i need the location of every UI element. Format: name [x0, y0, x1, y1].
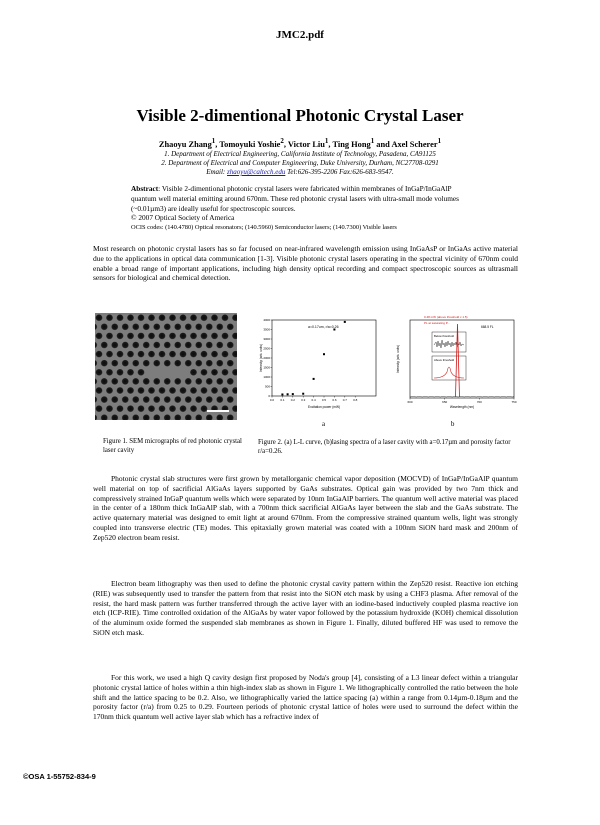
author-list [0, 137, 600, 149]
figure2-caption: Figure 2. (a) L-L curve, (b)lasing spectra of a laser cavity with a=0.17µm and porosity factor r/a=0.26. [258, 439, 511, 455]
lattice-hole [127, 314, 134, 321]
x-tick-label: 0.4 [311, 398, 316, 402]
lattice-hole [122, 396, 129, 403]
lattice-hole [95, 405, 102, 412]
lattice-hole [211, 369, 218, 376]
lattice-hole [101, 396, 108, 403]
plot-b-ylabel: Intensity (arb. units) [396, 345, 400, 373]
lattice-hole [190, 405, 197, 412]
data-point [333, 329, 335, 331]
lattice-hole [185, 342, 192, 349]
lattice-hole [164, 378, 171, 385]
x-tick-label: 700 [476, 400, 482, 404]
lattice-hole [221, 387, 228, 394]
author: Ting Hong$^1$ and [332, 137, 392, 149]
lattice-hole [116, 351, 123, 358]
lattice-hole [148, 333, 155, 340]
lattice-hole [195, 323, 202, 330]
lattice-hole [164, 360, 171, 367]
y-tick-label: 3000 [263, 337, 270, 341]
paper-title: Visible 2-dimentional Photonic Crystal Laser [136, 106, 464, 125]
lattice-hole [211, 387, 218, 394]
data-point [281, 393, 283, 395]
lattice-hole [106, 369, 113, 376]
y-tick-label: 500 [264, 384, 270, 389]
lattice-hole [216, 396, 223, 403]
plot-a-xlabel: Excitation power (mW) [307, 405, 341, 409]
lattice-hole [143, 342, 150, 349]
plot-b-peak-label: 668.5 FL [481, 325, 494, 329]
x-tick-label: 0.1 [280, 398, 285, 402]
footer-isbn: ©OSA 1-55752-834-9 [23, 772, 96, 781]
lattice-hole [122, 342, 129, 349]
lattice-hole [185, 378, 192, 385]
lattice-hole [216, 378, 223, 385]
lattice-hole [137, 351, 144, 358]
lattice-hole [227, 323, 234, 330]
data-point [292, 393, 294, 395]
lattice-hole [101, 323, 108, 330]
lattice-hole [164, 323, 171, 330]
lattice-hole [116, 333, 123, 340]
lattice-hole [158, 351, 165, 358]
lattice-hole [143, 396, 150, 403]
data-point [287, 393, 289, 395]
lattice-hole [216, 360, 223, 367]
lattice-hole [200, 369, 207, 376]
figure1-caption: Figure 1. SEM micrographs of red photonic crystal laser cavity [103, 438, 242, 454]
author: Tomoyuki Yoshie$^2$, [219, 137, 288, 149]
paragraph-4: For this work, we used a high Q cavity design first proposed by Noda's group [4], consisting of a L3 linear defect within a triangular photonic crystal lattice of holes within a thin high-index slab as shown in Figure 1. We lithographically controlled the ratio between the hole shift and the lattice spacing to be 0.2. Also, we lithographically varied the lattice spacing (a) within a range from 0.14µm-0.18µm and the porosity factor (r/a) from 0.25 to 0.29. Fourteen periods of photonic crystal lattice of holes were used to surround the defect within the 170nm thick quantum well active layer slab which has a refractive index of [93, 673, 518, 722]
lattice-hole [95, 351, 102, 358]
lattice-hole [200, 333, 207, 340]
paragraph-3: Electron beam lithography was then used to define the photonic crystal cavity pattern within the Zep520 resist. Reactive ion etching (RIE) was subsequently used to transfer the pattern from that resist into the SiON etch mask by using a CHF3 plasma. After removal of the resist, the hard mask pattern was further transferred through the active layer with an iodine-based inductively coupled plasma reactive ion etch (ICP-RIE). Time controlled oxidation of the AlGaAs by water vapor followed by the potassium hydroxide (KOH) chemical dissolution of the aluminum oxide formed the suspended slab membranes as shown in Figure 1. Finally, diluted buffered HF was used to remove the SiON etch mask. [93, 579, 518, 637]
lattice-hole [111, 396, 118, 403]
lattice-hole [132, 378, 139, 385]
data-point [344, 321, 346, 323]
lattice-hole [153, 360, 160, 367]
y-tick-label: 2500 [263, 346, 270, 351]
lattice-hole [143, 378, 150, 385]
x-tick-label: 750 [511, 400, 517, 404]
lattice-hole [122, 378, 129, 385]
lattice-hole [148, 405, 155, 412]
plot-b-xlabel: Wavelength (nm) [449, 405, 475, 409]
plot-a-annotation: a=0.17um, r/a=0.26 [308, 325, 339, 329]
lattice-hole [132, 360, 139, 367]
lattice-hole [190, 387, 197, 394]
x-tick-label: 0.2 [290, 398, 295, 402]
lattice-hole [169, 333, 176, 340]
lattice-hole [137, 387, 144, 394]
lattice-hole [122, 360, 129, 367]
figure2a [258, 316, 382, 410]
lattice-hole [106, 351, 113, 358]
lattice-hole [116, 314, 123, 321]
lattice-hole [111, 342, 118, 349]
lattice-hole [143, 360, 150, 367]
y-tick-label: 1500 [263, 365, 270, 370]
figure2a-label: a [322, 421, 326, 428]
lattice-hole [95, 333, 102, 340]
lattice-hole [137, 405, 144, 412]
lattice-hole [195, 396, 202, 403]
lattice-hole [221, 333, 228, 340]
x-tick-label: 0.8 [353, 398, 358, 402]
lattice-hole [153, 396, 160, 403]
lattice-hole [200, 405, 207, 412]
lattice-hole [227, 396, 234, 403]
author: Zhaoyu Zhang$^1$, [158, 137, 220, 149]
inset-1-label: Below threshold [434, 334, 454, 338]
y-tick-label: 4000 [263, 318, 270, 322]
y-tick-label: 2000 [263, 356, 270, 360]
lattice-hole [132, 396, 139, 403]
lattice-hole [206, 323, 213, 330]
lattice-hole [137, 369, 144, 376]
lattice-hole [211, 333, 218, 340]
lattice-hole [111, 378, 118, 385]
lattice-hole [111, 360, 118, 367]
data-point [323, 353, 325, 355]
spectrum-baseline [410, 396, 514, 397]
lattice-hole [169, 314, 176, 321]
lattice-hole [190, 369, 197, 376]
lattice-hole [101, 378, 108, 385]
lattice-hole [195, 342, 202, 349]
lattice-hole [148, 351, 155, 358]
contact-line: Email: zhaoyu@caltech.edu Tel:626-395-2206 Fax:626-683-9547. [206, 168, 394, 176]
lattice-hole [132, 342, 139, 349]
author: Victor Liu$^1$, [287, 137, 333, 149]
lattice-hole [153, 323, 160, 330]
affiliation-1: 1. Department of Electrical Engineering, California Institute of Technology, Pasadena, CA91125 [164, 150, 436, 158]
lattice-hole [227, 342, 234, 349]
lattice-hole [216, 323, 223, 330]
lattice-hole [179, 405, 186, 412]
lattice-hole [153, 342, 160, 349]
paragraph-2: Photonic crystal slab structures were first grown by metallorganic chemical vapor deposition (MOCVD) of InGaP/InGaAlP quantum well material on top of sacrificial AlGaAs layers supported by GaAs substrates. Optical gain was provided by two 7nm thick and compressively strained InGaP quantum wells which were separated by 10nm InGaAlP barriers. The quantum well active material was placed in the center of a 180nm thick InGaAlP slab, with a 700nm thick sacrificial AlGaAs layer between the slab and the GaAs substrate. The active quaternary material was designed to emit light at around 670nm. From the compressive strained quantum wells, light was strongly coupled into transverse electric (TE) modes. This epitaxially grown material was coated with a 100nm SiON hard mask and 200nm of Zep520 electron beam resist. [93, 474, 518, 542]
email-link[interactable]: zhaoyu@caltech.edu [227, 168, 286, 176]
lattice-hole [127, 405, 134, 412]
x-tick-label: 0.7 [342, 398, 347, 402]
lattice-hole [169, 405, 176, 412]
lattice-hole [164, 342, 171, 349]
sem-image [95, 313, 237, 420]
x-tick-label: 650 [442, 400, 448, 404]
ocis-codes: OCIS codes: (140.4780) Optical resonators; (140.5960) Semiconductor lasers; (140.7300) Visible lasers [131, 224, 397, 231]
lattice-hole [106, 405, 113, 412]
lattice-hole [206, 360, 213, 367]
lattice-hole [179, 333, 186, 340]
lattice-hole [127, 333, 134, 340]
x-tick-label: 0.6 [332, 398, 337, 402]
lattice-hole [200, 351, 207, 358]
plot-a-ylabel: Intensity (arb. units) [259, 344, 263, 372]
lattice-hole [195, 378, 202, 385]
lattice-hole [106, 333, 113, 340]
lattice-hole [211, 314, 218, 321]
y-tick-label: 3500 [263, 327, 270, 332]
plot-b-legend-1: 0.48 mW (above threshold x 1.5) [424, 315, 468, 319]
x-tick-label: 0.3 [301, 398, 306, 402]
y-tick-label: 1000 [263, 375, 270, 379]
lattice-hole [164, 396, 171, 403]
lattice-hole [137, 314, 144, 321]
lattice-hole [158, 333, 165, 340]
y-tick-label: 0 [268, 394, 270, 398]
lattice-hole [206, 378, 213, 385]
lattice-hole [153, 378, 160, 385]
lattice-hole [221, 314, 228, 321]
abstract-label: Abstract [131, 184, 159, 193]
intro-paragraph: Most research on photonic crystal lasers has so far focused on near-infrared wavelength emission using InGaAsP or InGaAs active material due to the applications in optical data communication [1-3]. Visible photonic crystal lasers operating in the spectral vicinity of 670nm could enable a broad range of important applications, including high density optical recording and compact spectroscopic sources as ultrasmall sensors for biological and chemical detection. [93, 244, 518, 283]
x-tick-label: 0.5 [321, 398, 327, 402]
abstract-text: : Visible 2-dimentional photonic crystal lasers were fabricated within membranes of InGaP/InGaAlP quantum well material emitting around 670nm. These red photonic crystal lasers with ultra-small mode volumes (~0.01µm3) are ideally useful for spectroscopic sources. [131, 184, 459, 213]
lattice-hole [211, 351, 218, 358]
scale-bar [207, 410, 229, 412]
lattice-hole [101, 360, 108, 367]
lattice-hole [158, 405, 165, 412]
lattice-hole [127, 369, 134, 376]
lattice-hole [174, 342, 181, 349]
lattice-hole [174, 396, 181, 403]
lattice-hole [111, 323, 118, 330]
lasing-spectrum-chart [394, 314, 518, 412]
lattice-hole [200, 314, 207, 321]
lattice-hole [221, 351, 228, 358]
lattice-hole [174, 323, 181, 330]
copyright: © 2007 Optical Society of America [131, 213, 235, 223]
lattice-hole [206, 342, 213, 349]
lattice-hole [216, 342, 223, 349]
abstract [131, 184, 471, 223]
lattice-hole [116, 369, 123, 376]
lattice-hole [158, 387, 165, 394]
lattice-hole [137, 333, 144, 340]
lattice-hole [185, 323, 192, 330]
lattice-hole [95, 387, 102, 394]
ll-curve-chart [258, 316, 382, 410]
plot-b-legend-2: PL at saturating P... [424, 321, 450, 325]
figure2b-label: b [451, 421, 455, 428]
affiliation-2: 2. Department of Electrical and Computer Engineering, Duke University, Durham, NC27708-0291 [161, 159, 439, 167]
sem-micrograph [95, 313, 237, 420]
lattice-hole [185, 360, 192, 367]
lattice-hole [190, 314, 197, 321]
x-tick-label: 600 [407, 400, 413, 404]
lattice-hole [116, 387, 123, 394]
lattice-hole [143, 323, 150, 330]
lattice-hole [169, 351, 176, 358]
lattice-hole [148, 314, 155, 321]
lattice-hole [101, 342, 108, 349]
lattice-hole [221, 369, 228, 376]
lattice-hole [190, 333, 197, 340]
lattice-hole [148, 387, 155, 394]
lattice-hole [106, 387, 113, 394]
lattice-hole [227, 378, 234, 385]
lattice-hole [158, 314, 165, 321]
lattice-hole [95, 314, 102, 321]
lattice-hole [206, 396, 213, 403]
lattice-hole [190, 351, 197, 358]
lattice-hole [169, 387, 176, 394]
inset-2-label: Above threshold [434, 358, 455, 362]
lattice-hole [132, 323, 139, 330]
lattice-hole [200, 387, 207, 394]
data-point [313, 378, 315, 380]
data-point [302, 393, 304, 395]
lattice-hole [95, 369, 102, 376]
lattice-hole [195, 360, 202, 367]
plot-a-frame [272, 320, 376, 396]
lattice-hole [127, 387, 134, 394]
x-tick-label: 0.0 [269, 398, 275, 402]
lattice-hole [174, 378, 181, 385]
document-header: JMC2.pdf [276, 29, 324, 41]
lattice-hole [185, 396, 192, 403]
lattice-hole [179, 314, 186, 321]
lattice-hole [106, 314, 113, 321]
lattice-hole [127, 351, 134, 358]
lattice-hole [179, 387, 186, 394]
lattice-hole [116, 405, 123, 412]
lattice-hole [179, 351, 186, 358]
lattice-hole [227, 360, 234, 367]
figure2b [394, 314, 518, 412]
lattice-hole [174, 360, 181, 367]
author: Axel Scherer$^1$ [391, 137, 442, 149]
lattice-hole [122, 323, 129, 330]
